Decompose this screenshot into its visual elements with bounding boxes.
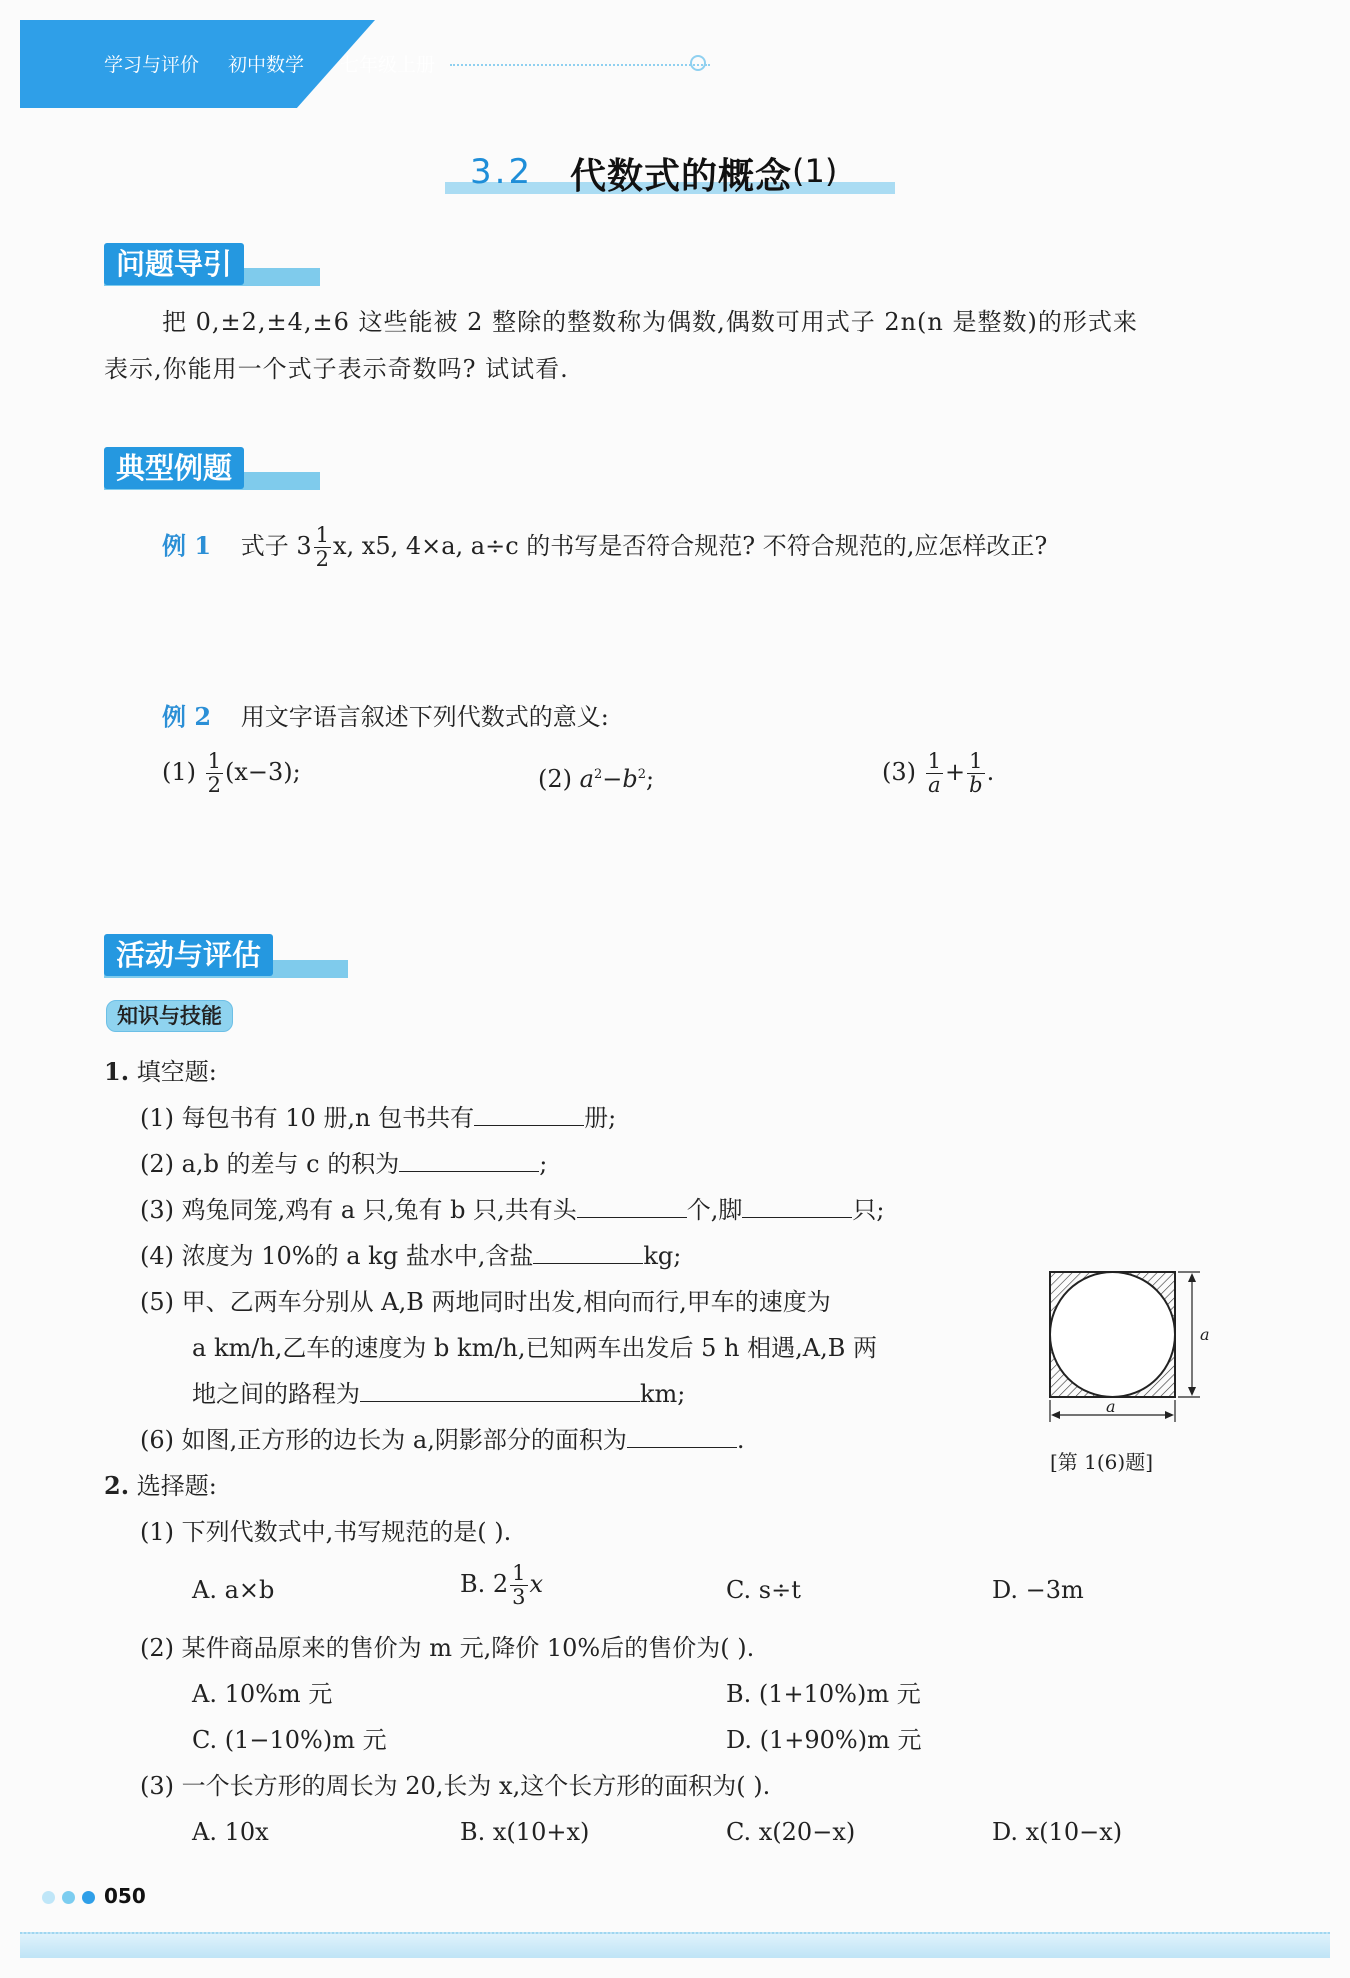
section-intro-label: 问题导引 [104,243,244,285]
question-2-stem-1: (1) 下列代数式中,书写规范的是( ). [140,1518,512,1546]
option-2-1-A[interactable]: A. a×b [192,1576,275,1604]
example-2-item-3: (3) $\frac{1}{a}$ + $\frac{1}{b}$ . [882,749,995,797]
example-2-tag: 例 2 [162,702,212,731]
footer-dot [82,1891,95,1904]
answer-blank[interactable] [742,1195,852,1218]
page-title-part: (1) [792,152,838,190]
example-2-prompt: 用文字语言叙述下列代数式的意义: [240,703,609,731]
option-2-1-D[interactable]: D. −3m [992,1576,1084,1604]
question-2-stem-3: (3) 一个长方形的周长为 20,长为 x,这个长方形的面积为( ). [140,1772,771,1800]
side-label-bottom: a [1106,1397,1116,1416]
option-2-2-C[interactable]: C. (1−10%)m 元 [192,1726,387,1754]
answer-blank[interactable] [577,1195,687,1218]
footer-band [20,1932,1330,1958]
page-title: 代数式的概念 [570,156,793,197]
option-2-3-A[interactable]: A. 10x [192,1818,269,1846]
example-2 [162,700,609,734]
answer-blank[interactable] [474,1103,584,1126]
answer-blank[interactable] [399,1149,539,1172]
question-1-part-6: (6) 如图,正方形的边长为 a,阴影部分的面积为 . [140,1426,745,1454]
answer-blank[interactable] [627,1425,737,1448]
side-label-right: a [1200,1325,1210,1344]
header-book-title: 学习与评价 [104,54,200,76]
header-dotted-line [450,64,710,66]
example-1-text-after: x, x5, 4×a, a÷c 的书写是否符合规范? 不符合规范的,应怎样改正? [332,532,1048,560]
option-2-1-C[interactable]: C. s÷t [726,1576,801,1604]
section-number: 3.2 [470,152,534,192]
option-2-2-A[interactable]: A. 10%m 元 [192,1680,333,1708]
example-2-item-1: (1) $\frac{1}{2}$ (x−3); [162,749,301,797]
header-circle-decoration [690,55,706,71]
answer-blank[interactable] [533,1241,643,1264]
question-1-part-5-line2: a km/h,乙车的速度为 b km/h,已知两车出发后 5 h 相遇,A,B 两 [192,1334,877,1362]
intro-text-line1: 把 0,±2,±4,±6 这些能被 2 整除的整数称为偶数,偶数可用式子 2n(n 是整数)的形式来 [162,308,1138,336]
option-2-1-B[interactable]: B. 2 $\frac{1}{3}$ x [460,1561,544,1609]
question-1-title: 1. 填空题: [104,1057,217,1086]
question-1-part-1: (1) 每包书有 10 册,n 包书共有 册; [140,1104,617,1132]
option-2-3-D[interactable]: D. x(10−x) [992,1818,1123,1846]
question-1-part-4: (4) 浓度为 10%的 a kg 盐水中,含盐 kg; [140,1242,682,1270]
question-2-stem-2: (2) 某件商品原来的售价为 m 元,降价 10%后的售价为( ). [140,1634,755,1662]
subsection-knowledge-label: 知识与技能 [106,1000,233,1032]
question-1-part-5-line1: (5) 甲、乙两车分别从 A,B 两地同时出发,相向而行,甲车的速度为 [140,1288,831,1316]
option-2-3-B[interactable]: B. x(10+x) [460,1818,590,1846]
question-1-part-2: (2) a,b 的差与 c 的积为 ; [140,1150,548,1178]
option-2-2-D[interactable]: D. (1+90%)m 元 [726,1726,922,1754]
question-1-part-3: (3) 鸡兔同笼,鸡有 a 只,兔有 b 只,共有头 个,脚 只; [140,1196,885,1224]
answer-blank[interactable] [360,1379,640,1402]
example-1-tag: 例 1 [162,531,212,560]
example-2-item-2: (2) $a^2-b^2$; [538,765,655,793]
header-subject: 初中数学 [228,54,305,76]
question-2-title: 2. 选择题: [104,1471,217,1500]
section-examples-label: 典型例题 [104,447,244,489]
footer-dot [42,1891,55,1904]
footer-dot [62,1891,75,1904]
header-grade: 七年级上册 [340,54,436,76]
example-1-text-before: 式子 3 [240,532,312,560]
inscribed-circle [1050,1272,1175,1397]
option-2-3-C[interactable]: C. x(20−x) [726,1818,856,1846]
figure-caption: [第 1(6)题] [1050,1450,1154,1474]
option-2-2-B[interactable]: B. (1+10%)m 元 [726,1680,921,1708]
section-activity-label: 活动与评估 [104,934,273,976]
intro-text-line2: 表示,你能用一个式子表示奇数吗? 试试看. [104,355,569,383]
question-1-part-5-line3: 地之间的路程为 km; [192,1380,686,1408]
page-number: 050 [104,1884,146,1908]
square-circle-figure [1040,1262,1220,1432]
example-1-fraction: $\frac{1}{2}$ [315,523,329,571]
example-1 [162,524,1047,571]
